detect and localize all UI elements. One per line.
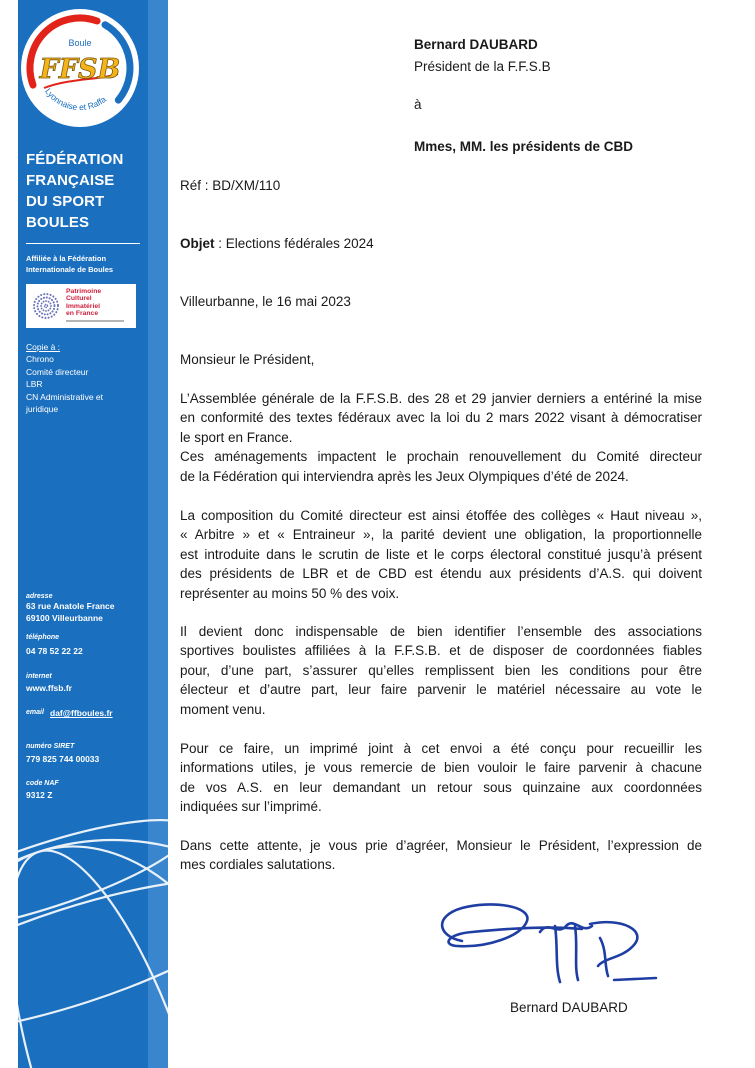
paragraph-line: de la Fédération qui interviendra après les Jeux Olympiques d’été de 2024. [180, 468, 629, 484]
paragraph-line: indiquées sur l’imprimé. [180, 799, 322, 815]
paragraph-line: de vos A.S. en leur demandant un retour sous quinzaine aux coordonnées [180, 779, 702, 795]
paragraph-line: représenter au moins 50 % des voix. [180, 585, 400, 601]
paragraph-line: informations utiles, je vous remercie de bien vouloir le faire parvenir à chacune [180, 760, 702, 776]
signature-name: Bernard DAUBARD [510, 1000, 628, 1015]
paragraph [180, 506, 702, 603]
paragraph-line: Pour ce faire, un imprimé joint à cet envoi a été conçu pour recueillir les [180, 741, 702, 756]
paragraph-line: La composition du Comité directeur est ainsi étoffée des collèges « Haut niveau », [180, 508, 702, 523]
paragraph-line: est introduite dans le scrutin de liste et le corps électoral constitué jusqu’à présent [180, 546, 702, 562]
federation-name-line: DU SPORT [26, 193, 105, 210]
heritage-badge-text [66, 288, 101, 317]
heritage-badge [26, 284, 136, 328]
federation-name-line: BOULES [26, 214, 90, 231]
affiliation-note [26, 254, 113, 275]
heritage-credit-line [66, 320, 124, 322]
phone-number: 04 78 52 22 22 [26, 646, 83, 656]
salutation: Monsieur le Président, [180, 352, 315, 367]
subject-label: Objet [180, 236, 215, 251]
paragraph-line: Dans cette attente, je vous prie d’agréer, Monsieur le Président, l’expression de [180, 838, 702, 853]
paragraph-line: Il devient donc indispensable de bien identifier l’ensemble des associations [180, 624, 702, 639]
paragraph [180, 389, 702, 486]
signature-stroke [614, 978, 656, 980]
paragraph [180, 622, 702, 719]
paragraph-line: mes cordiales salutations. [180, 857, 336, 873]
globe-decoration [18, 760, 168, 1068]
dotted-circle-icon [32, 292, 60, 320]
copy-recipient: Chrono [26, 354, 54, 365]
naf-label: code NAF [26, 780, 59, 787]
siret-label: numéro SIRET [26, 743, 75, 750]
signature-stroke [442, 904, 582, 946]
paragraph-line: Ces aménagements impactent le prochain renouvellement du Comité directeur [180, 449, 702, 465]
logo-initials: FFSB [39, 54, 121, 85]
federation-name-line: FRANÇAISE [26, 172, 115, 189]
handwritten-signature [432, 896, 672, 996]
heritage-line: Immatériel [66, 302, 101, 310]
website-link[interactable]: www.ffsb.fr [26, 683, 72, 693]
address-line: 69100 Villeurbanne [26, 613, 103, 623]
heritage-line: en France [66, 309, 99, 317]
place-date: Villeurbanne, le 16 mai 2023 [180, 294, 351, 309]
paragraph-line: « Arbitre » et « Entraineur », la parité devient une obligation, la proportionnelle [180, 527, 702, 543]
copy-recipient: Comité directeur [26, 366, 89, 377]
paragraph-line: en conformité des textes fédéraux avec la loi du 2 mars 2022 visant à démocratiser [180, 410, 702, 426]
paragraph [180, 836, 702, 875]
signature-stroke [540, 923, 592, 932]
web-label: internet [26, 673, 52, 680]
paragraph-line: électeur et d’autre part, leur faire parvenir le matériel nécessaire au vote le [180, 682, 702, 698]
signature-stroke [555, 926, 560, 982]
affiliation-line: Affiliée à la Fédération [26, 254, 107, 263]
copy-recipient: CN Administrative et juridique [26, 391, 103, 415]
subject-line [180, 234, 374, 253]
naf-code: 9312 Z [26, 790, 53, 800]
heritage-line: Patrimoine [66, 288, 102, 295]
email-link[interactable]: daf@ffboules.fr [50, 708, 113, 718]
copy-recipient: LBR [26, 379, 43, 390]
email-label: email [26, 709, 44, 716]
subject-text: : Elections fédérales 2024 [218, 236, 374, 251]
sidebar-divider [26, 243, 140, 244]
logo-arc-text: Lyonnaise et Raffa [43, 86, 108, 113]
copy-list [26, 341, 122, 415]
paragraph-line: L’Assemblée générale de la F.F.S.B. des 28 et 29 janvier derniers a entériné la mise [180, 391, 702, 406]
to-word: à [414, 97, 422, 112]
phone-label: téléphone [26, 634, 60, 641]
globe-latitude [18, 799, 168, 953]
sender-title: Président de la F.F.S.B [414, 59, 551, 74]
ffsb-logo [20, 8, 140, 128]
reference: Réf : BD/XM/110 [180, 178, 281, 193]
paragraph-line: des présidents de LBR et de CBD est étendu aux présidents d’A.S. qui doivent [180, 566, 702, 582]
heritage-line: Culturel [66, 295, 92, 303]
address-label: adresse [26, 593, 53, 600]
globe-meridian [18, 829, 168, 1068]
paragraph-line: pour, d’une part, s’assurer qu’elles remplissent bien les conditions pour être [180, 662, 702, 678]
paragraph-line: le sport en France. [180, 429, 293, 445]
affiliation-line: Internationale de Boules [26, 264, 114, 274]
siret-number: 779 825 744 00033 [26, 754, 100, 764]
paragraph-line: moment venu. [180, 701, 266, 717]
logo-top-text: Boule [68, 38, 92, 48]
paragraph-line: sportives boulistes affiliées à la F.F.S.B. et de disposer de coordonnées fiables [180, 643, 702, 659]
signature-stroke [575, 926, 578, 980]
recipient: Mmes, MM. les présidents de CBD [414, 139, 634, 154]
federation-name-line: FÉDÉRATION [26, 151, 124, 168]
federation-name [26, 149, 123, 233]
signature-stroke [590, 922, 637, 966]
signature-stroke [600, 938, 608, 976]
copy-label: Copie à : [26, 342, 61, 352]
paragraph [180, 739, 702, 817]
address-line: 63 rue Anatole France [26, 601, 115, 611]
sender-name: Bernard DAUBARD [414, 37, 538, 52]
